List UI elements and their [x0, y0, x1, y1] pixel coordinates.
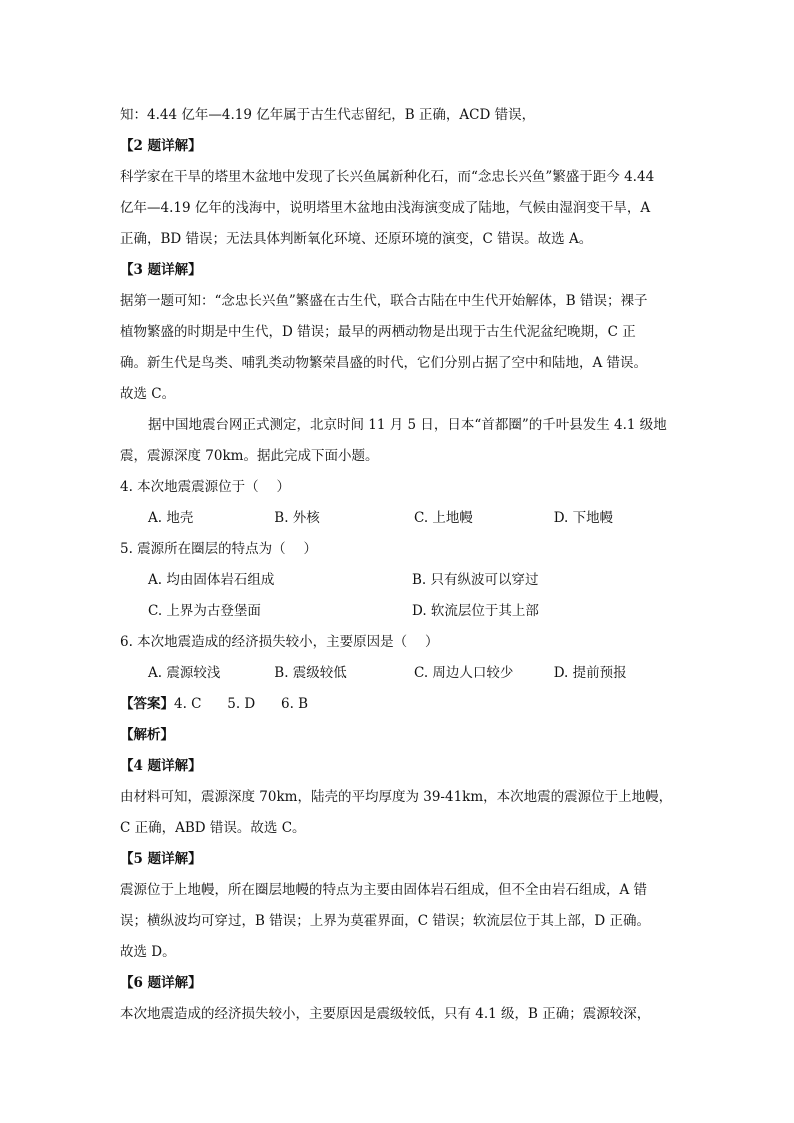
- answer-label: 【答案】: [120, 696, 174, 712]
- section-heading: 【4 题详解】: [120, 758, 202, 774]
- text-line: 误；横纵波均可穿过，B 错误；上界为莫霍界面，C 错误；软流层位于其上部，D 正确。: [120, 913, 650, 929]
- passage-intro: 据中国地震台网正式测定，北京时间 11 月 5 日，日本“首都圈”的千叶县发生 4.1 级地: [148, 417, 667, 433]
- answer-values: 4. C 5. D 6. B: [174, 696, 309, 712]
- document-page: [120, 100, 680, 1030]
- text-line: 震源位于上地幔，所在圈层地幔的特点为主要由固体岩石组成，但不全由岩石组成，A 错: [120, 882, 648, 898]
- text-line: 确。新生代是鸟类、哺乳类动物繁荣昌盛的时代，它们分别占据了空中和陆地，A 错误。: [120, 355, 648, 371]
- question-4-options: [120, 503, 680, 534]
- option-c: C. 上地幔: [414, 510, 473, 526]
- text-line: 本次地震造成的经济损失较小，主要原因是震级较低，只有 4.1 级，B 正确；震源较深，: [120, 1006, 651, 1022]
- analysis-heading: 【解析】: [120, 727, 174, 743]
- question-5-options-row2: [120, 596, 680, 627]
- option-b: B. 外核: [274, 510, 320, 526]
- text-line: 故选 C。: [120, 386, 176, 402]
- option-a: A. 震源较浅: [148, 665, 221, 681]
- text-line: 植物繁盛的时期是中生代，D 错误；最早的两栖动物是出现于古生代泥盆纪晚期，C 正: [120, 324, 636, 340]
- section-heading: 【2 题详解】: [120, 138, 202, 154]
- question-4-stem: 4. 本次地震震源位于（ ）: [120, 479, 290, 495]
- option-d: D. 软流层位于其上部: [412, 603, 539, 619]
- answer-line: [120, 689, 680, 720]
- text-line: 正确，BD 错误；无法具体判断氧化环境、还原环境的演变，C 错误。故选 A。: [120, 231, 593, 247]
- question-6-options: [120, 658, 680, 689]
- option-a: A. 地壳: [148, 510, 194, 526]
- option-d: D. 下地幔: [553, 510, 614, 526]
- option-c: C. 上界为古登堡面: [148, 603, 261, 619]
- option-d: D. 提前预报: [553, 665, 627, 681]
- section-heading: 【3 题详解】: [120, 262, 202, 278]
- question-5-stem: 5. 震源所在圈层的特点为（ ）: [120, 541, 317, 557]
- text-line: 科学家在干旱的塔里木盆地中发现了长兴鱼属新种化石，而“念忠长兴鱼”繁盛于距今 4.44: [120, 169, 655, 185]
- option-c: C. 周边人口较少: [414, 665, 514, 681]
- section-heading: 【6 题详解】: [120, 975, 202, 991]
- option-a: A. 均由固体岩石组成: [148, 572, 275, 588]
- text-line: C 正确，ABD 错误。故选 C。: [120, 820, 306, 836]
- text-line: 故选 D。: [120, 944, 176, 960]
- text-line: 由材料可知，震源深度 70km，陆壳的平均厚度为 39-41km，本次地震的震源位于上地幔，: [120, 789, 673, 805]
- question-6-stem: 6. 本次地震造成的经济损失较小，主要原因是（ ）: [120, 634, 439, 650]
- option-b: B. 只有纵波可以穿过: [412, 572, 539, 588]
- section-heading: 【5 题详解】: [120, 851, 202, 867]
- text-line: 知：4.44 亿年—4.19 亿年属于古生代志留纪，B 正确，ACD 错误，: [120, 107, 536, 123]
- text-line: 据第一题可知：“念忠长兴鱼”繁盛在古生代，联合古陆在中生代开始解体，B 错误；裸子: [120, 293, 648, 309]
- question-5-options-row1: [120, 565, 680, 596]
- option-b: B. 震级较低: [274, 665, 347, 681]
- text-line: 亿年—4.19 亿年的浅海中，说明塔里木盆地由浅海演变成了陆地，气候由湿润变干旱，A: [120, 200, 651, 216]
- passage-intro: 震，震源深度 70km。据此完成下面小题。: [120, 448, 379, 464]
